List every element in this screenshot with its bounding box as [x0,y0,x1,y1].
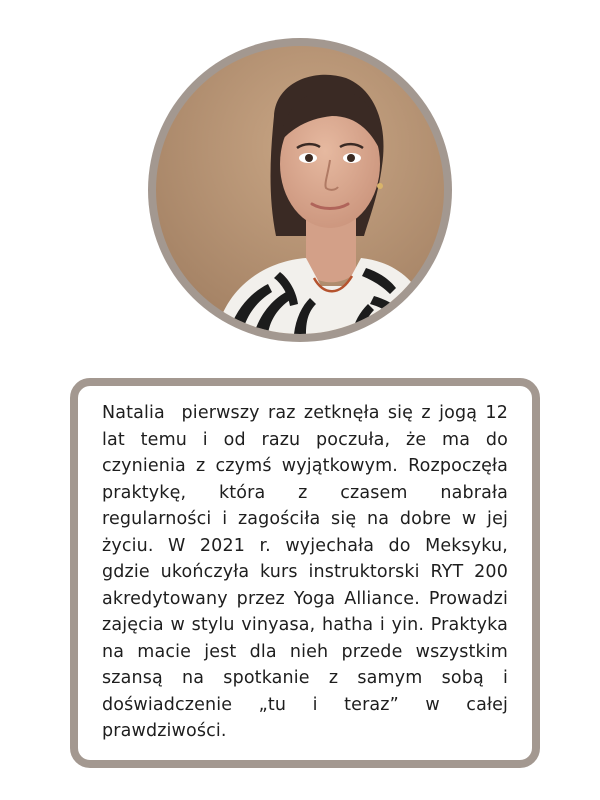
portrait-photo [156,46,444,334]
bio-text: Natalia pierwszy raz zetknęła się z jogą 12 lat temu i od razu poczuła, że ma do czynienia z czymś wyjątkowym. Rozpoczęła praktykę, która z czasem nabrała regularności i zagościła się na dobre w jej życiu. W 2021 r. wyjechała do Meksyku, gdzie ukończyła kurs instruktorski RYT 200 akredytowany przez Yoga Alliance. Prowadzi zajęcia w stylu vinyasa, hatha i yin. Praktyka na macie jest dla nieh przede wszystkim szansą na spotkanie z samym sobą i doświadczenie „tu i teraz” w całej prawdziwości. [102,403,514,741]
portrait-frame [148,38,452,342]
bio-card [70,378,540,768]
